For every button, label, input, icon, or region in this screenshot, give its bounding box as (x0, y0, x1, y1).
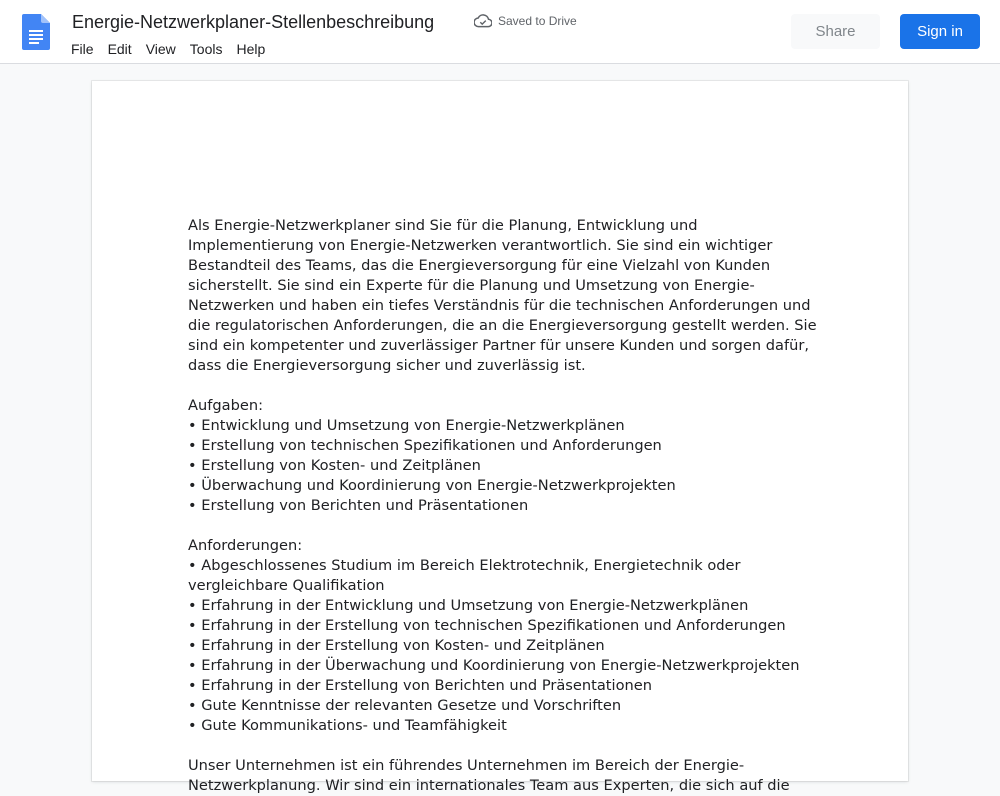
list-item: • Erfahrung in der Entwicklung und Umsetzung von Energie-Netzwerkplänen (188, 597, 749, 614)
menu-help[interactable]: Help (236, 41, 266, 57)
list-item: • Entwicklung und Umsetzung von Energie-Netzwerkplänen (188, 417, 625, 434)
menu-edit[interactable]: Edit (107, 41, 132, 57)
list-item: • Erfahrung in der Erstellung von Kosten- und Zeitplänen (188, 637, 605, 654)
list-item: • Erfahrung in der Erstellung von technischen Spezifikationen und Anforderungen (188, 617, 786, 634)
tasks-section (188, 396, 818, 516)
document-body[interactable] (188, 216, 822, 796)
document-title[interactable]: Energie-Netzwerkplaner-Stellenbeschreibung (72, 12, 435, 32)
closing-paragraph: Unser Unternehmen ist ein führendes Unternehmen im Bereich der Energie-Netzwerkplanung. Wir sind ein internationales Team aus Experten, die sich auf die (188, 757, 790, 794)
menu-bar (64, 38, 272, 60)
menu-file[interactable]: File (71, 41, 94, 57)
cloud-done-icon (474, 14, 492, 28)
docs-logo-icon[interactable] (22, 14, 50, 50)
saved-status[interactable] (474, 13, 577, 29)
list-item: • Abgeschlossenes Studium im Bereich Elektrotechnik, Energietechnik oder vergleichbare Qualifikation (188, 557, 741, 594)
top-bar (0, 0, 1000, 64)
requirements-heading: Anforderungen: (188, 537, 303, 554)
list-item: • Gute Kommunikations- und Teamfähigkeit (188, 717, 507, 734)
list-item: • Überwachung und Koordinierung von Energie-Netzwerkprojekten (188, 477, 676, 494)
list-item: • Erfahrung in der Erstellung von Berichten und Präsentationen (188, 677, 652, 694)
requirements-section (188, 536, 818, 736)
intro-paragraph: Als Energie-Netzwerkplaner sind Sie für die Planung, Entwicklung und Implementierung von Energie-Netzwerken verantwortlich. Sie sind ein wichtiger Bestandteil des Teams, das die Energieversorgung für eine Vielzahl von Kunden sicherstellt. Sie sind ein Experte für die Planung und Umsetzung von Energie-Netzwerken und haben ein tiefes Verständnis für die technischen Anforderungen und die regulatorischen Anforderungen, die an die Energieversorgung gestellt werden. Sie sind ein kompetenter und zuverlässiger Partner für unsere Kunden und sorgen dafür, dass die Energieversorgung sicher und zuverlässig ist. (188, 217, 822, 374)
menu-view[interactable]: View (145, 41, 176, 57)
list-item: • Erstellung von Berichten und Präsentationen (188, 497, 529, 514)
list-item: • Gute Kenntnisse der relevanten Gesetze und Vorschriften (188, 697, 622, 714)
tasks-heading: Aufgaben: (188, 397, 263, 414)
list-item: • Erfahrung in der Überwachung und Koordinierung von Energie-Netzwerkprojekten (188, 657, 800, 674)
share-button[interactable]: Share (791, 14, 880, 49)
menu-tools[interactable]: Tools (189, 41, 223, 57)
list-item: • Erstellung von technischen Spezifikationen und Anforderungen (188, 437, 662, 454)
saved-status-label: Saved to Drive (498, 14, 577, 28)
list-item: • Erstellung von Kosten- und Zeitplänen (188, 457, 481, 474)
requirements-list (188, 556, 818, 736)
tasks-list (188, 416, 818, 516)
document-page[interactable] (92, 81, 908, 794)
sign-in-button[interactable]: Sign in (900, 14, 980, 49)
